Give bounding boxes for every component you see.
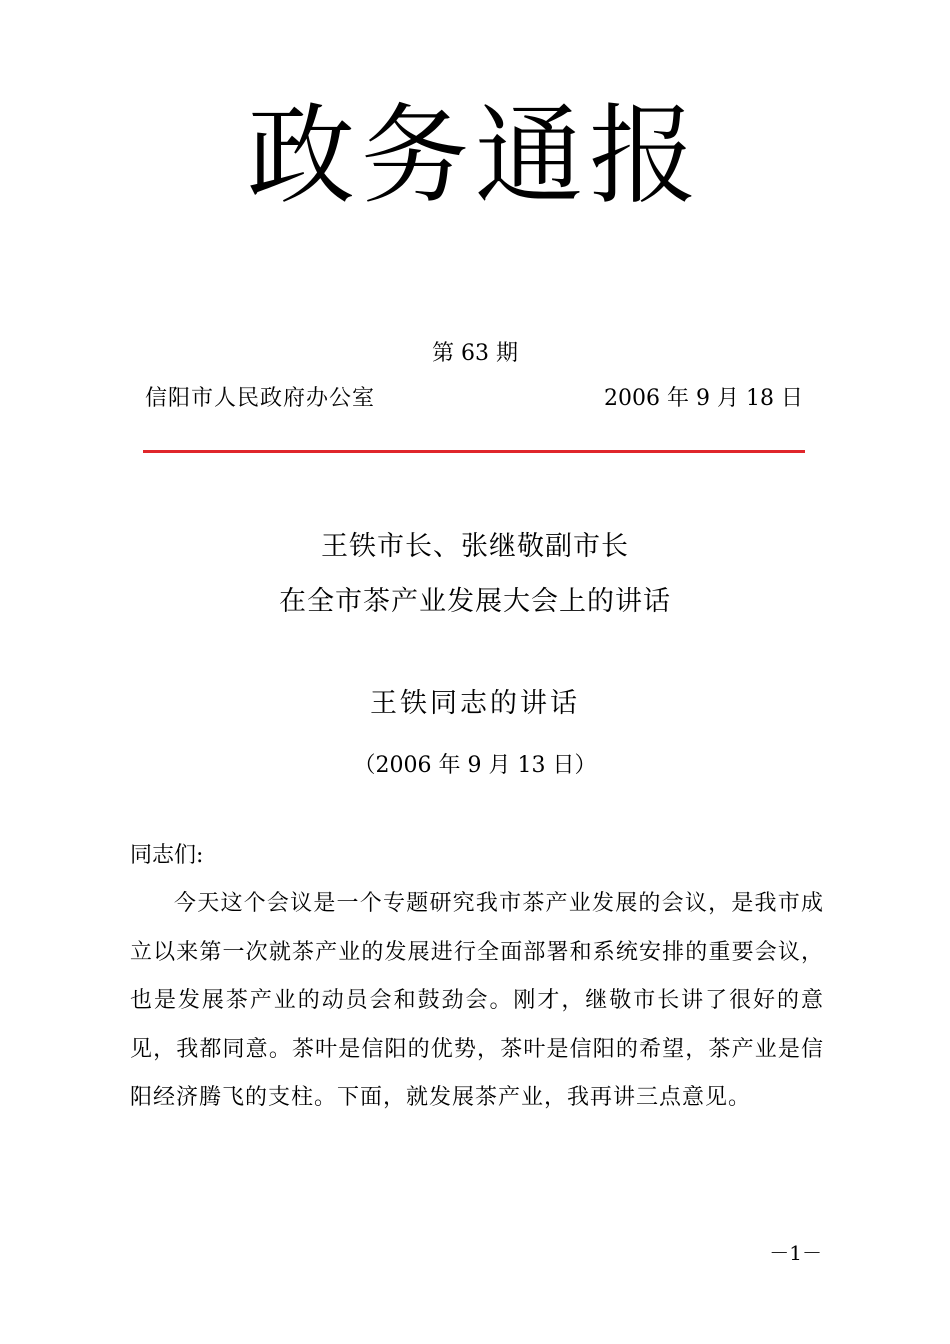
- headline-line-2: 在全市茶产业发展大会上的讲话: [279, 586, 671, 617]
- issuer-name: 信阳市人民政府办公室: [145, 386, 376, 411]
- issue-number: 第 63 期: [432, 341, 518, 366]
- speech-date: （2006 年 9 月 13 日）: [353, 753, 597, 778]
- speech-title: 王铁同志的讲话: [370, 688, 580, 719]
- masthead-title: 政务通报: [246, 94, 703, 219]
- body-paragraph: 今天这个会议是一个专题研究我市茶产业发展的会议，是我市成立以来第一次就茶产业的发展进行全面部署和系统安排的重要会议，也是发展茶产业的动员会和鼓劲会。刚才，继敬市长讲了很好的意见，我都同意。茶叶是信阳的优势，茶叶是信阳的希望，茶产业是信阳经济腾飞的支柱。下面，就发展茶产业，我再讲三点意见。: [130, 891, 824, 1110]
- page-number: －1－: [769, 1241, 822, 1265]
- issue-date: 2006 年 9 月 18 日: [604, 386, 803, 411]
- salutation: 同志们:: [130, 843, 204, 868]
- red-divider: [143, 450, 805, 453]
- headline-line-1: 王铁市长、张继敬副市长: [321, 531, 629, 562]
